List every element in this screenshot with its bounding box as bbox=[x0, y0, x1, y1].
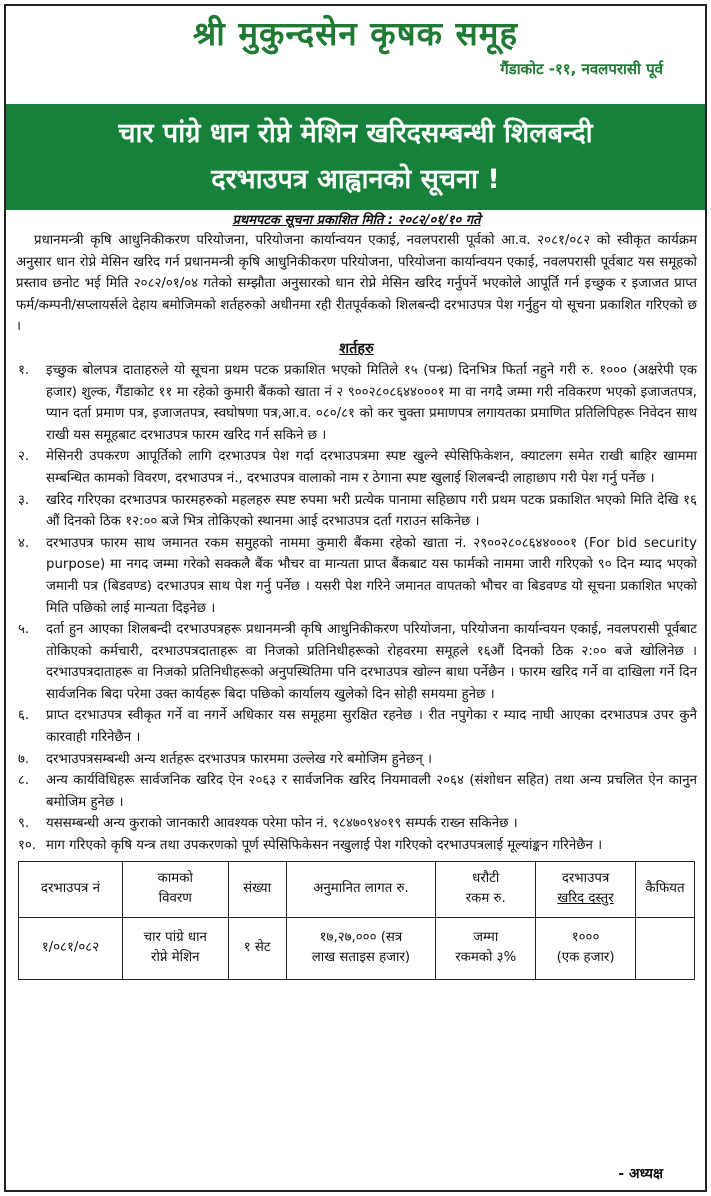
cell-text: १ सेट bbox=[243, 940, 271, 956]
condition-text: इच्छुक बोलपत्र दाताहरुले यो सूचना प्रथम पटक प्रकाशित भएको मितिले १५ (पन्ध्र) दिनभित्र फिर्ता नहुने गरी रु. १००० (अक्षरेपी एक हजार) शुल्क, गैंडाकोट ११ मा रहेको कुमारी बैंकको खाता नं २ ९००२८०८६४४०००१ मा वा नगदै जम्मा गरी नविकरण भएको इजाजतपत्र, प्यान दर्ता प्रमाण पत्र, इजाजतपत्र, स्वघोषणा पत्र,आ.व. ०८०/८१ को कर चुक्ता प्रमाणपत्र लगायतका प्रमाणित प्रतिलिपिहरू निवेदन साथ राखी यस समूहबाट दरभाउपत्र फारम खरिद गर्न सकिने छ । bbox=[46, 362, 697, 443]
table-cell bbox=[635, 917, 694, 979]
table-header-cell bbox=[286, 861, 436, 917]
table-cell bbox=[536, 917, 636, 979]
condition-item bbox=[16, 705, 697, 748]
header-text: रकम रु. bbox=[465, 891, 506, 907]
condition-number: ४. bbox=[18, 535, 30, 551]
conditions-list bbox=[16, 360, 697, 857]
banner-line-2: दरभाउपत्र आह्वानको सूचना ! bbox=[211, 164, 500, 195]
table-header-cell bbox=[122, 861, 228, 917]
condition-number: ३. bbox=[18, 492, 30, 508]
condition-text: मेसिनरी उपकरण आपूर्तिको लागि दरभाउपत्र पेश गर्दा दरभाउपत्रमा स्पष्ट खुल्ने स्पेसिफिकेशन, क्याटलग समेत राखी बाहिर खाममा सम्बन्धित कामको विवरण, दरभाउपत्र नं., दरभाउपत्र वालाको नाम र ठेगाना स्पष्ट खुलाई शिलबन्दी लाहाछाप गरी पेश गर्नु पर्नेछ । bbox=[46, 449, 697, 486]
condition-number: ८. bbox=[18, 773, 30, 789]
condition-text: यससम्बन्धी अन्य कुराको जानकारी आवश्यक परेमा फोन नं. ९८४७०९४०१९ सम्पर्क राख्न सकिनेछ । bbox=[46, 816, 518, 832]
table-header-cell bbox=[536, 861, 636, 917]
condition-number: १. bbox=[18, 362, 30, 378]
intro-paragraph: प्रधानमन्त्री कृषि आधुनिकीकरण परियोजना, परियोजना कार्यान्वयन एकाई, नवलपरासी पूर्वको आ.व. २०८१/०८२ को स्वीकृत कार्यक्रम अनुसार धान रोप्ने मेसिन खरिद गर्न प्रधानमन्त्री कृषि आधुनिकीकरण परियोजना, परियोजना कार्यान्वयन एकाई, नवलपरासी पूर्वबाट यस समूहको प्रस्ताव छनोट भई मिति २०८२/०१/०४ गतेको सम्झौता अनुसारको धान रोप्ने मेसिन खरिद गर्नुपर्ने भएकोले आपूर्ति गर्न इच्छुक र इजाजत प्राप्त फर्म/कम्पनी/सप्लायर्सले देहाय बमोजिमको शर्तहरुको अधीनमा रही रीतपूर्वकको शिलबन्दी दरभाउपत्र पेश गर्नुहुन यो सूचना प्रकाशित गरिएको छ । bbox=[16, 233, 697, 335]
signature-chairperson: - अध्यक्ष bbox=[618, 1166, 663, 1182]
condition-item bbox=[16, 813, 697, 835]
table-cell bbox=[228, 917, 286, 979]
table-header-row bbox=[19, 861, 695, 917]
condition-number: ५. bbox=[18, 622, 30, 638]
cell-text: रकमको ३% bbox=[455, 950, 517, 966]
condition-number: २. bbox=[18, 449, 30, 465]
conditions-heading: शर्तहरु bbox=[339, 340, 374, 357]
table-cell bbox=[286, 917, 436, 979]
header-text: संख्या bbox=[243, 881, 272, 897]
table-row bbox=[19, 917, 695, 979]
condition-item bbox=[16, 770, 697, 813]
table-cell bbox=[436, 917, 536, 979]
header-text: खरिद दस्तुर bbox=[557, 891, 614, 907]
condition-number: ७. bbox=[18, 751, 30, 767]
cell-text: १७,२७,००० (सत्र bbox=[319, 930, 403, 946]
header-text: दरभाउपत्र नं bbox=[40, 881, 100, 897]
header-text: धरौटी bbox=[472, 871, 500, 887]
condition-item bbox=[16, 533, 697, 619]
cell-text: १/०८१/०८२ bbox=[41, 940, 100, 956]
condition-number: १०. bbox=[18, 838, 37, 854]
table-header-cell bbox=[228, 861, 286, 917]
publication-date: प्रथमपटक सूचना प्रकाशित मिति : २०८२/०१/१० गते bbox=[232, 213, 481, 228]
cell-text: चार पांग्रे धान bbox=[143, 930, 207, 946]
condition-item bbox=[16, 490, 697, 533]
condition-item bbox=[16, 619, 697, 705]
condition-text: खरिद गरिएका दरभाउपत्र फारमहरुको महलहरु स्पष्ट रुपमा भरी प्रत्येक पानामा सहिछाप गरी प्रथम पटक प्रकाशित भएको मिति देखि १६ औं दिनको ठिक १२:०० बजे भित्र तोकिएको स्थानमा आई दरभाउपत्र दर्ता गराउन सकिनेछ । bbox=[46, 492, 697, 530]
condition-text: दर्ता हुन आएका शिलबन्दी दरभाउपत्रहरू प्रधानमन्त्री कृषि आधुनिकीकरण परियोजना, परियोजना कार्यान्वयन एकाई, नवलपरासी पूर्वबाट तोकिएको कर्मचारी, दरभाउपत्रदाताहरू वा निजको प्रतिनिधीहरूको रोहवरमा समूहले १६औं दिनको ठिक २:०० बजे खोलिनेछ । दरभाउपत्रदाताहरू वा निजको प्रतिनिधीहरूको अनुपस्थितिमा पनि दरभाउपत्र खोल्न बाधा पर्नेछैन । फारम खरिद गर्ने वा दाखिला गर्ने दिन सार्वजनिक बिदा परेमा उक्त कार्यहरू बिदा पछिको कार्यालय खुलेको दिन सोही समयमा हुनेछ । bbox=[46, 622, 697, 702]
condition-text: अन्य कार्यविधिहरू सार्वजनिक खरिद ऐन २०६३ र सार्वजनिक खरिद नियमावली २०६४ (संशोधन सहित) तथा अन्य प्रचलित ऐन कानुन बमोजिम हुनेछ । bbox=[46, 773, 697, 810]
bid-details-table bbox=[18, 861, 695, 980]
condition-item bbox=[16, 835, 697, 857]
header-text: कामको bbox=[157, 871, 193, 887]
condition-text: दरभाउपत्रसम्बन्धी अन्य शर्तहरू दरभाउपत्र फारममा उल्लेख गरे बमोजिम हुनेछन् । bbox=[46, 751, 433, 767]
cell-text: लाख सताइस हजार) bbox=[311, 950, 411, 966]
header-text: दरभाउपत्र bbox=[561, 871, 610, 887]
header-text: विवरण bbox=[158, 891, 192, 907]
cell-text: रोप्ने मेशिन bbox=[151, 950, 200, 966]
table-header-cell bbox=[19, 861, 123, 917]
condition-number: ९. bbox=[18, 816, 30, 832]
organization-address: गैंडाकोट -११, नवलपरासी पूर्व bbox=[500, 60, 663, 78]
table-header-cell bbox=[635, 861, 694, 917]
condition-text: माग गरिएको कृषि यन्त्र तथा उपकरणको पूर्ण स्पेसिफिकेसन नखुलाई पेश गरिएको दरभाउपत्रलाई मूल्यांङ्कन गरिनेछैन । bbox=[46, 838, 603, 854]
notice-page bbox=[4, 4, 707, 1192]
cell-text: १००० bbox=[571, 930, 600, 946]
table-cell bbox=[122, 917, 228, 979]
cell-text: जम्मा bbox=[473, 930, 499, 946]
table-header-cell bbox=[436, 861, 536, 917]
table-cell bbox=[19, 917, 123, 979]
condition-text: दरभाउपत्र फारम साथ जमानत रकम समुहको नाममा कुमारी बैंकमा रहेको खाता नं. २९००२८०८६४४०००१ (For bid security purpose) मा नगद जम्मा गरेको सक्कलै बैंक भौचर वा मान्यता प्राप्त बैंकबाट यस फार्मको नाममा जारी गरिएको ९० दिन म्याद भएको जमानी पत्र (बिडवण्ड) दरभाउपत्र साथ पेश गर्नु पर्नेछ । यसरी पेश गरिने जमानत वापतको भौचर वा बिडवण्ड यो सूचना प्रकाशित भएको मिति पछिको लाई मान्यता दिइनेछ । bbox=[46, 535, 697, 616]
condition-item bbox=[16, 446, 697, 489]
condition-item bbox=[16, 749, 697, 771]
cell-text: (एक हजार) bbox=[556, 950, 615, 966]
notice-title-banner bbox=[6, 104, 705, 210]
condition-number: ६. bbox=[18, 708, 30, 724]
condition-text: प्राप्त दरभाउपत्र स्वीकृत गर्ने वा नगर्ने अधिकार यस समूहमा सुरक्षित रहनेछ । रीत नपुगेका र म्याद नाघी आएका दरभाउपत्र उपर कुनै कारवाही गरिनेछैन । bbox=[46, 708, 697, 746]
condition-item bbox=[16, 360, 697, 446]
banner-line-1: चार पांग्रे धान रोप्ने मेशिन खरिदसम्बन्धी शिलबन्दी bbox=[118, 118, 593, 149]
header-text: अनुमानित लागत रु. bbox=[313, 881, 409, 897]
organization-name: श्री मुकुन्दसेन कृषक समूह bbox=[192, 14, 519, 53]
header-text: कैफियत bbox=[645, 881, 685, 897]
notice-body bbox=[16, 212, 697, 980]
